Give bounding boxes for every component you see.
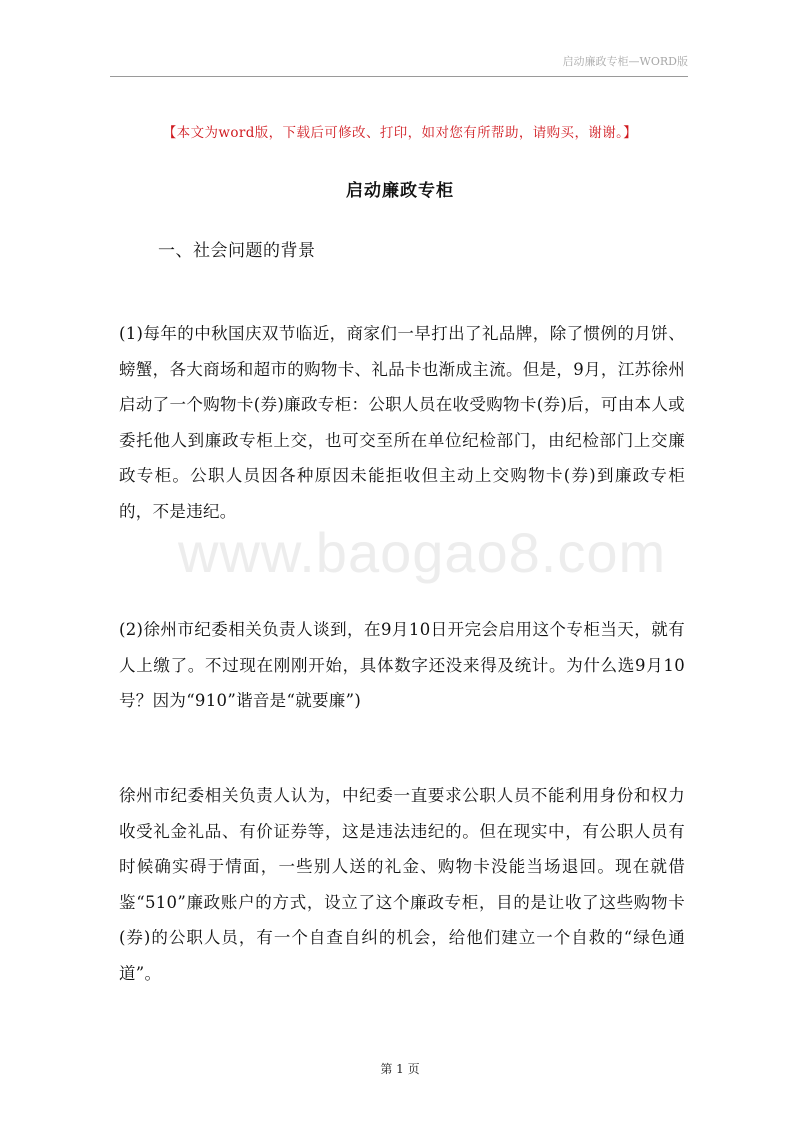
watermark: www.baogao8.com [178, 521, 667, 584]
page-header [110, 54, 688, 77]
section-heading: 一、社会问题的背景 [158, 241, 316, 261]
paragraph-2: (2)徐州市纪委相关负责人谈到，在9月10日开完会启用这个专柜当天，就有人上缴了。不过现在刚刚开始，具体数字还没来得及统计。为什么选9月10号？因为“910”谐音是“就要廉”) [119, 620, 685, 710]
paragraph-3: 徐州市纪委相关负责人认为，中纪委一直要求公职人员不能利用身份和权力收受礼金礼品、有价证券等，这是违法违纪的。但在现实中，有公职人员有时候确实碍于情面，一些别人送的礼金、购物卡没能当场退回。现在就借鉴“510”廉政账户的方式，设立了这个廉政专柜，目的是让收了这些购物卡(券)的公职人员，有一个自查自纠的机会，给他们建立一个自救的“绿色通道”。 [119, 786, 685, 983]
page-footer: 第 1 页 [380, 1062, 420, 1076]
paragraph-1: (1)每年的中秋国庆双节临近，商家们一早打出了礼品牌，除了惯例的月饼、螃蟹，各大商场和超市的购物卡、礼品卡也渐成主流。但是，9月，江苏徐州启动了一个购物卡(券)廉政专柜：公职人员在收受购物卡(券)后，可由本人或委托他人到廉政专柜上交，也可交至所在单位纪检部门，由纪检部门上交廉政专柜。公职人员因各种原因未能拒收但主动上交购物卡(券)到廉政专柜的，不是违纪。 [119, 324, 685, 521]
document-title: 启动廉政专柜 [346, 181, 454, 201]
header-text: 启动廉政专柜—WORD版 [562, 55, 688, 68]
purchase-notice: 【本文为word版，下载后可修改、打印，如对您有所帮助，请购买，谢谢。】 [162, 125, 638, 141]
